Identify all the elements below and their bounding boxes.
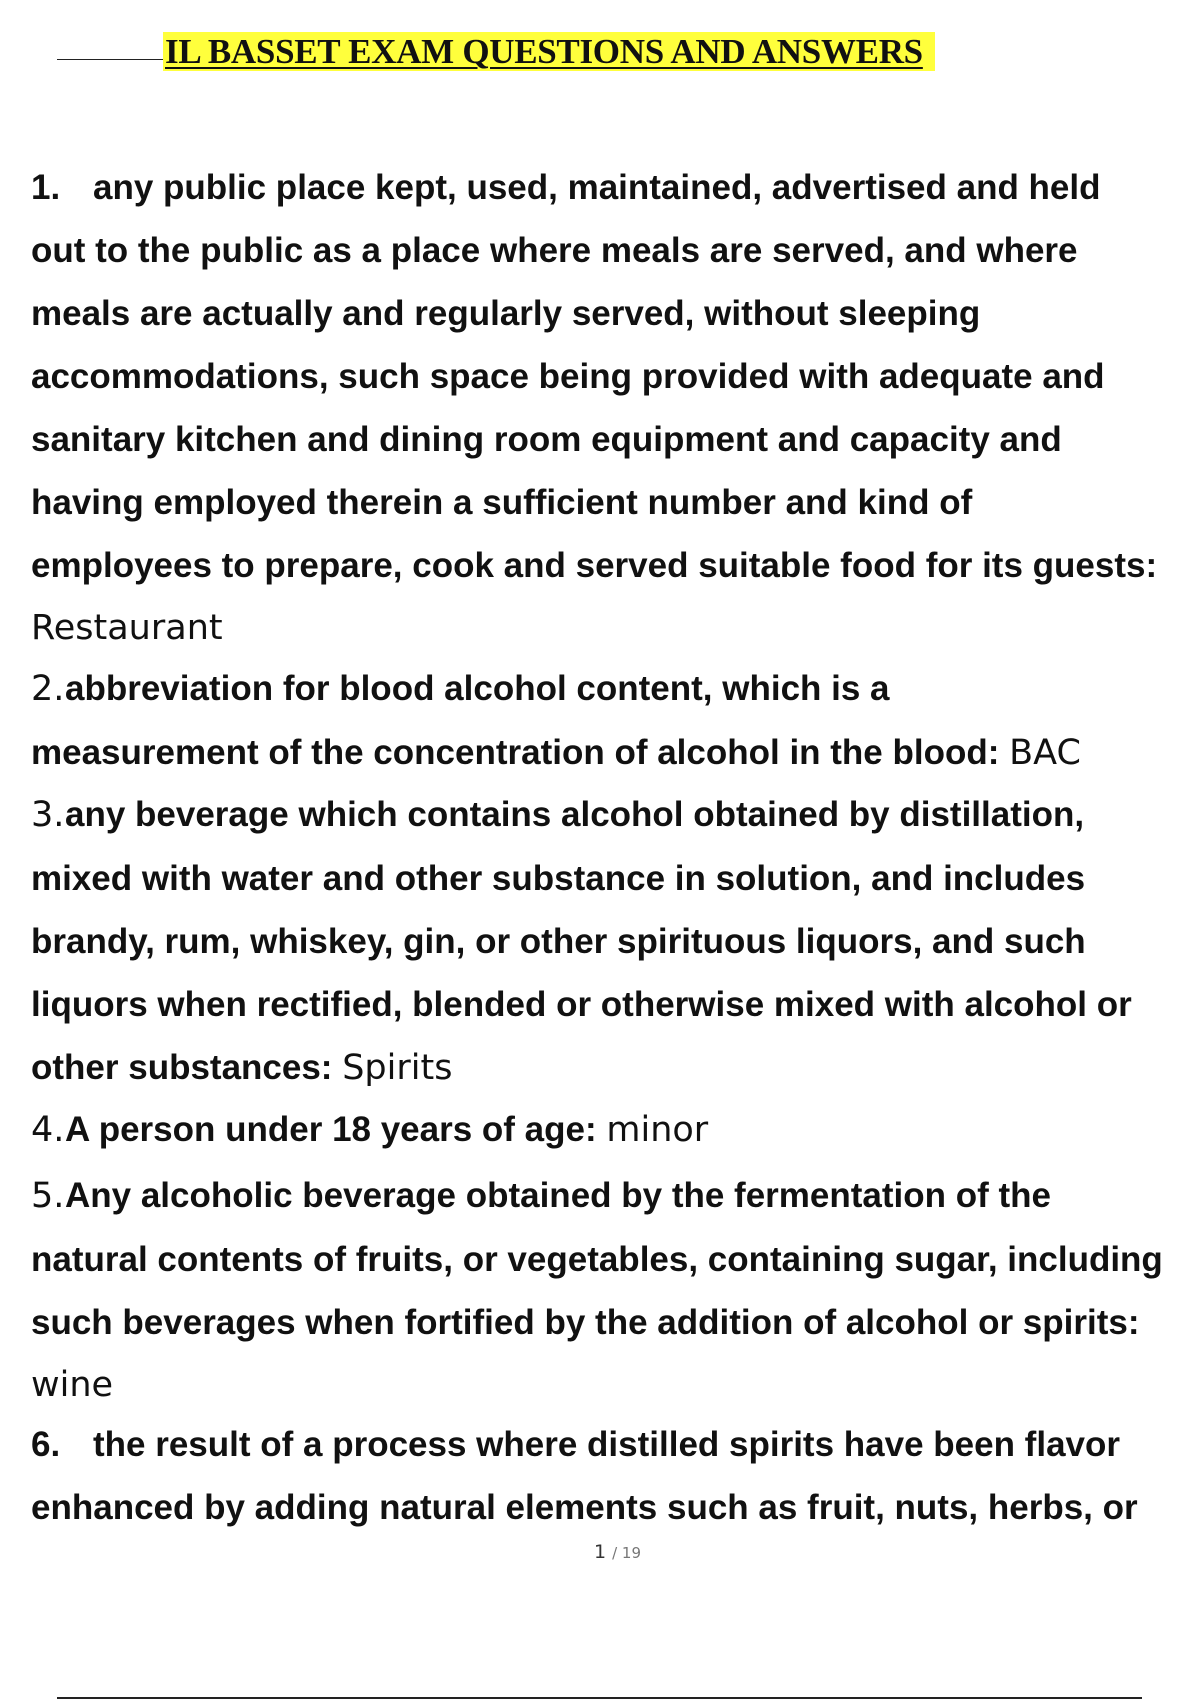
question-2-line-2: measurement of the concentration of alcohol in the blood: BAC [31, 733, 1081, 773]
question-3 [31, 783, 1200, 1100]
question-1-line-7: employees to prepare, cook and served suitable food for its guests: [31, 546, 1158, 585]
question-4-line-1: 4.A person under 18 years of age: minor [31, 1098, 1200, 1162]
question-1-line-4: accommodations, such space being provided with adequate and [31, 357, 1105, 396]
question-2-answer: BAC [1009, 733, 1081, 773]
question-6-number: 6. [31, 1425, 61, 1464]
question-1-line-5: sanitary kitchen and dining room equipment and capacity and [31, 420, 1062, 459]
question-5-line-3: such beverages when fortified by the addition of alcohol or spirits: [31, 1303, 1140, 1342]
question-4-answer: minor [606, 1110, 709, 1150]
title-underline-rule [57, 59, 165, 60]
question-3-line-4: liquors when rectified, blended or otherwise mixed with alcohol or [31, 985, 1132, 1024]
question-1-line-3: meals are actually and regularly served, without sleeping [31, 294, 981, 333]
question-1-answer: Restaurant [31, 608, 223, 648]
question-3-line-5: other substances: Spirits [31, 1048, 453, 1088]
page-number-current: 1 [593, 1541, 607, 1563]
question-4-number: 4. [31, 1110, 65, 1150]
question-5-number: 5. [31, 1176, 65, 1216]
footer-rule [57, 1697, 1142, 1699]
question-6 [31, 1413, 1200, 1539]
question-5-line-1: 5.Any alcoholic beverage obtained by the fermentation of the [31, 1164, 1200, 1228]
question-2-line-1: 2.abbreviation for blood alcohol content, which is a [31, 657, 1200, 721]
page-number-total: / 19 [612, 1544, 642, 1562]
document-title [163, 30, 935, 74]
title-highlight: IL BASSET EXAM QUESTIONS AND ANSWERS [163, 32, 935, 71]
question-2-number: 2. [31, 669, 65, 709]
page-number [0, 1541, 1200, 1563]
question-1-number: 1. [31, 168, 61, 207]
question-1-line-6: having employed therein a sufficient number and kind of [31, 483, 973, 522]
question-6-line-2: enhanced by adding natural elements such as fruit, nuts, herbs, or [31, 1488, 1138, 1527]
question-3-answer: Spirits [342, 1048, 453, 1088]
question-5-line-2: natural contents of fruits, or vegetables, containing sugar, including [31, 1240, 1163, 1279]
question-3-line-3: brandy, rum, whiskey, gin, or other spirituous liquors, and such [31, 922, 1086, 961]
question-3-number: 3. [31, 795, 65, 835]
question-6-line-1: 6. the result of a process where distilled spirits have been flavor [31, 1413, 1200, 1476]
question-1-line-1: 1. any public place kept, used, maintained, advertised and held [31, 156, 1200, 219]
question-1 [31, 156, 1200, 660]
question-4 [31, 1098, 1200, 1162]
question-3-line-2: mixed with water and other substance in solution, and includes [31, 859, 1086, 898]
question-1-line-2: out to the public as a place where meals are served, and where [31, 231, 1078, 270]
question-5-answer: wine [31, 1365, 114, 1405]
question-2 [31, 657, 1200, 785]
question-3-line-1: 3.any beverage which contains alcohol obtained by distillation, [31, 783, 1200, 847]
question-5 [31, 1164, 1200, 1417]
